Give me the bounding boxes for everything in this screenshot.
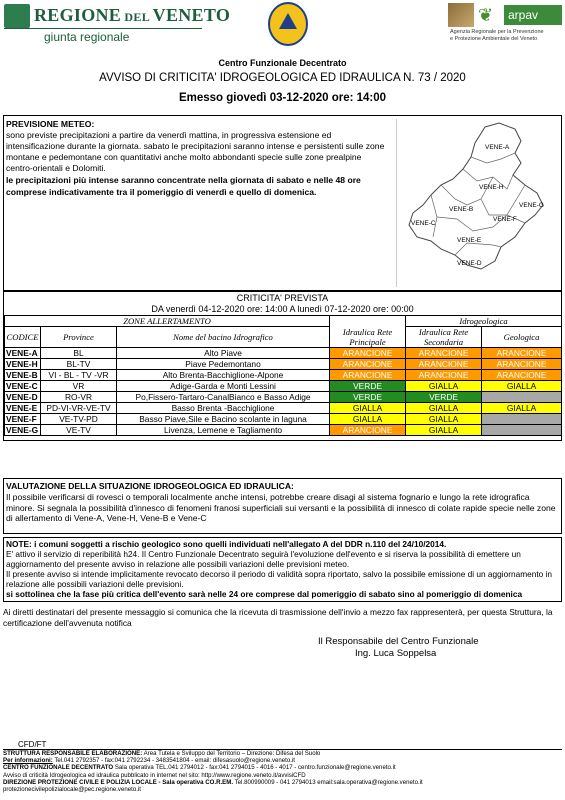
- zone-bacino: Adige-Garda e Monti Lessini: [117, 381, 330, 392]
- regione-veneto-logo: [4, 4, 231, 48]
- zone-code: VENE-G: [5, 425, 41, 436]
- zone-code: VENE-H: [5, 359, 41, 370]
- zone-bacino: Basso Brenta -Bacchiglione: [117, 403, 330, 414]
- zone-code: VENE-F: [5, 414, 41, 425]
- lion-icon: [4, 4, 30, 28]
- footer-centro-funzionale: CENTRO FUNZIONALE DECENTRATO Sala operativa TEL.041 2794012 - fax:041 2794015 - 4016 - 4017 - centro.funzionale@regione.veneto.it: [3, 764, 396, 772]
- table-row: [5, 348, 562, 359]
- map-label-vene-d: VENE-D: [457, 260, 482, 267]
- zone-allertamento-header: ZONE ALLERTAMENTO: [5, 316, 330, 327]
- zone-code: VENE-C: [5, 381, 41, 392]
- avviso-title: AVVISO DI CRITICITA' IDROGEOLOGICA ED IDRAULICA N. 73 / 2020: [99, 72, 466, 84]
- table-row: [5, 425, 562, 436]
- map-label-vene-g: VENE-G: [519, 202, 544, 209]
- meteo-text: [6, 119, 390, 198]
- zone-bacino: Po,Fissero-Tartaro-CanalBianco e Basso Adige: [117, 392, 330, 403]
- zone-code: VENE-D: [5, 392, 41, 403]
- map-label-vene-b: VENE-B: [449, 206, 474, 213]
- criticita-idraulica-secondaria: ARANCIONE: [406, 348, 482, 359]
- criticita-idraulica-secondaria: VERDE: [406, 392, 482, 403]
- leaf-icon: ❦: [478, 5, 494, 25]
- criticita-geologica: ARANCIONE: [482, 359, 562, 370]
- col-geologica: Geologica: [482, 327, 562, 348]
- criticita-idraulica-secondaria: GIALLA: [406, 414, 482, 425]
- previsione-meteo-box: [3, 115, 562, 291]
- zone-province: VE-TV-PD: [41, 414, 117, 425]
- criticita-idraulica-principale: ARANCIONE: [330, 359, 406, 370]
- arpav-photo-icon: [448, 3, 474, 27]
- zone-bacino: Alto Piave: [117, 348, 330, 359]
- page-footer: [3, 749, 562, 793]
- valutazione-text: Il possibile verificarsi di rovesci o temporali localmente anche intensi, potrebbe creare disagi al sistema fognario e lungo la rete idrografica minore. Si segnala la possibilità d'innesco di fenomeni franosi superficiali sui versanti e la possibilità di innesco di colate rapide specie nelle zone di allertamento di Vene-A, Vene-H, Vene-B e Vene-C: [6, 491, 556, 524]
- criticita-geologica: ARANCIONE: [482, 370, 562, 381]
- arpav-description: Agenzia Regionale per la Prevenzione e Protezione Ambientale del Veneto: [450, 29, 544, 42]
- centro-funzionale-title: Centro Funzionale Decentrato: [218, 58, 347, 68]
- signature-role: Il Responsabile del Centro Funzionale: [318, 636, 479, 647]
- zone-code: VENE-B: [5, 370, 41, 381]
- valutazione-box: [3, 478, 562, 534]
- protezione-civile-logo-icon: [268, 2, 308, 46]
- footer-protezione-civile: DIREZIONE PROTEZIONE CIVILE E POLIZIA LOCALE - Sala operativa CO.R.EM. Tel.800990009 - 041 2794013 email:sala.operativa@regione.veneto.it: [3, 778, 423, 786]
- table-row: [5, 359, 562, 370]
- zones-map-svg: [397, 119, 559, 287]
- zone-province: VR: [41, 381, 117, 392]
- criticita-geologica: ARANCIONE: [482, 348, 562, 359]
- criticita-idraulica-secondaria: GIALLA: [406, 403, 482, 414]
- zone-province: PD-VI-VR-VE-TV: [41, 403, 117, 414]
- criticita-geologica: [482, 425, 562, 436]
- idrogeologica-header: Idrogeologica: [406, 316, 562, 327]
- note-text-reperibilita: E' attivo il servizio di reperibilità h24. Il Centro Funzionale Decentrato seguirà l'evoluzione dell'evento e si riserva la possibilità di emettere un aggiornamento del presente avviso in relazione alle possibili variazioni delle previsioni meteo.: [6, 549, 521, 570]
- criticita-period: DA venerdì 04-12-2020 ore: 14:00 A lunedì 07-12-2020 ore: 00:00: [151, 304, 414, 314]
- zone-bacino: Basso Piave,Sile e Bacino scolante in laguna: [117, 414, 330, 425]
- criticita-idraulica-secondaria: GIALLA: [406, 425, 482, 436]
- col-idraulica-principale: Idraulica Rete Principale: [330, 327, 406, 348]
- zone-bacino: Livenza, Lemene e Tagliamento: [117, 425, 330, 436]
- veneto-zones-map: [396, 119, 558, 287]
- footer-struttura: STRUTTURA RESPONSABILE ELABORAZIONE: Area Tutela e Sviluppo del Territorio – Direzione: Difesa del Suolo: [3, 750, 321, 757]
- valutazione-title: VALUTAZIONE DELLA SITUAZIONE IDROGEOLOGICA ED IDRAULICA:: [6, 481, 294, 491]
- criticita-geologica: GIALLA: [482, 403, 562, 414]
- map-label-vene-h: VENE-H: [479, 184, 504, 191]
- criticita-prevista-box: [3, 291, 562, 441]
- criticita-idraulica-principale: ARANCIONE: [330, 370, 406, 381]
- col-bacino: Nome del bacino Idrografico: [117, 327, 330, 348]
- zone-bacino: Alto Brenta-Bacchiglione-Alpone: [117, 370, 330, 381]
- note-title: NOTE: i comuni soggetti a rischio geologico sono quelli individuati nell'allegato A del DDR n.110 del 24/10/2014.: [6, 539, 447, 549]
- page-header: [0, 0, 565, 52]
- cfd-code: CFD/FT: [18, 740, 47, 749]
- regione-veneto-title: REGIONE DEL VENETO: [34, 5, 231, 25]
- note-text-revoca: Il presente avviso si intende implicitamente revocato decorso il periodo di validità sopra riportato, salvo la possibile emissione di un aggiornamento in relazione alle possibili variazioni delle previsioni.: [6, 569, 553, 590]
- zone-province: VE-TV: [41, 425, 117, 436]
- zone-province: VI - BL - TV -VR: [41, 370, 117, 381]
- footer-sito-link[interactable]: Avviso di criticità Idrogeologica ed idraulica pubblicato in internet nel sito: http://www.regione.veneto.it/avvisiCFD: [3, 771, 306, 779]
- map-label-vene-e: VENE-E: [457, 237, 482, 244]
- zone-code: VENE-E: [5, 403, 41, 414]
- signature-name: Ing. Luca Soppelsa: [355, 648, 437, 659]
- destinatari-text: Ai diretti destinatari del presente messaggio si comunica che la ricevuta di trasmissione dell'invio a mezzo fax rappresenterà, per questa Struttura, la certificazione dell'avvenuta notifica: [3, 607, 553, 628]
- map-label-vene-f: VENE-F: [493, 216, 517, 223]
- table-row: [5, 403, 562, 414]
- criticita-geologica: GIALLA: [482, 381, 562, 392]
- criticita-idraulica-principale: VERDE: [330, 381, 406, 392]
- col-province: Province: [41, 327, 117, 348]
- meteo-description: sono previste precipitazioni a partire da venerdì mattina, in progressiva estensione ed intensificazione durante la giornata. sabato le precipitazioni saranno intense e persistenti sulle zone montane e pedemontane con quantitativi anche molto abbondanti specie sulle zone prealpine centro-orientali e Dolomiti.: [6, 130, 385, 174]
- note-highlight: si sottolinea che la fase più critica dell'evento sarà nelle 24 ore comprese dal pomeriggio di sabato sino al pomeriggio di domenica: [6, 589, 523, 600]
- criticita-idraulica-principale: GIALLA: [330, 403, 406, 414]
- footer-informazioni: Per informazioni: Tel.041 2792357 - fax:041 2792234 - 3483541804 - email: difesasuolo@regione.veneto.it: [3, 757, 295, 765]
- arpav-name: arpav: [504, 5, 562, 25]
- giunta-regionale-subtitle: giunta regionale: [44, 30, 130, 44]
- zone-province: BL-TV: [41, 359, 117, 370]
- map-label-vene-a: VENE-A: [485, 144, 510, 151]
- table-row: [5, 414, 562, 425]
- meteo-title: PREVISIONE METEO:: [6, 119, 95, 129]
- table-group-header: [5, 316, 562, 327]
- criticita-idraulica-principale: ARANCIONE: [330, 425, 406, 436]
- zone-province: BL: [41, 348, 117, 359]
- table-row: [5, 392, 562, 403]
- criticita-idraulica-principale: ARANCIONE: [330, 348, 406, 359]
- col-idraulica-secondaria: Idraulica Rete Secondaria: [406, 327, 482, 348]
- criticita-idraulica-principale: VERDE: [330, 392, 406, 403]
- zone-province: RO-VR: [41, 392, 117, 403]
- criticita-idraulica-secondaria: ARANCIONE: [406, 370, 482, 381]
- col-codice: CODICE: [5, 327, 41, 348]
- footer-pec[interactable]: protezionecivilepolizialocale@pec.regione.veneto.it: [3, 786, 141, 794]
- meteo-highlight: le precipitazioni più intense saranno concentrate nella giornata di sabato e nelle 48 ore comprese indicativamente tra il pomeriggio di venerdì e quello di domenica.: [6, 175, 361, 197]
- criticita-table: [4, 315, 562, 436]
- criticita-idraulica-principale: GIALLA: [330, 414, 406, 425]
- criticita-title: CRITICITA' PREVISTA: [236, 293, 329, 303]
- zone-code: VENE-A: [5, 348, 41, 359]
- zone-bacino: Piave Pedemontano: [117, 359, 330, 370]
- criticita-idraulica-secondaria: ARANCIONE: [406, 359, 482, 370]
- criticita-geologica: [482, 414, 562, 425]
- table-row: [5, 381, 562, 392]
- emission-date: Emesso giovedì 03-12-2020 ore: 14:00: [178, 92, 387, 104]
- table-row: [5, 370, 562, 381]
- criticita-geologica: [482, 392, 562, 403]
- note-box: [3, 537, 562, 602]
- logo-divider: [4, 28, 202, 29]
- table-column-header: [5, 327, 562, 348]
- map-label-vene-c: VENE-C: [411, 220, 436, 227]
- arpav-logo: [448, 3, 563, 49]
- criticita-idraulica-secondaria: GIALLA: [406, 381, 482, 392]
